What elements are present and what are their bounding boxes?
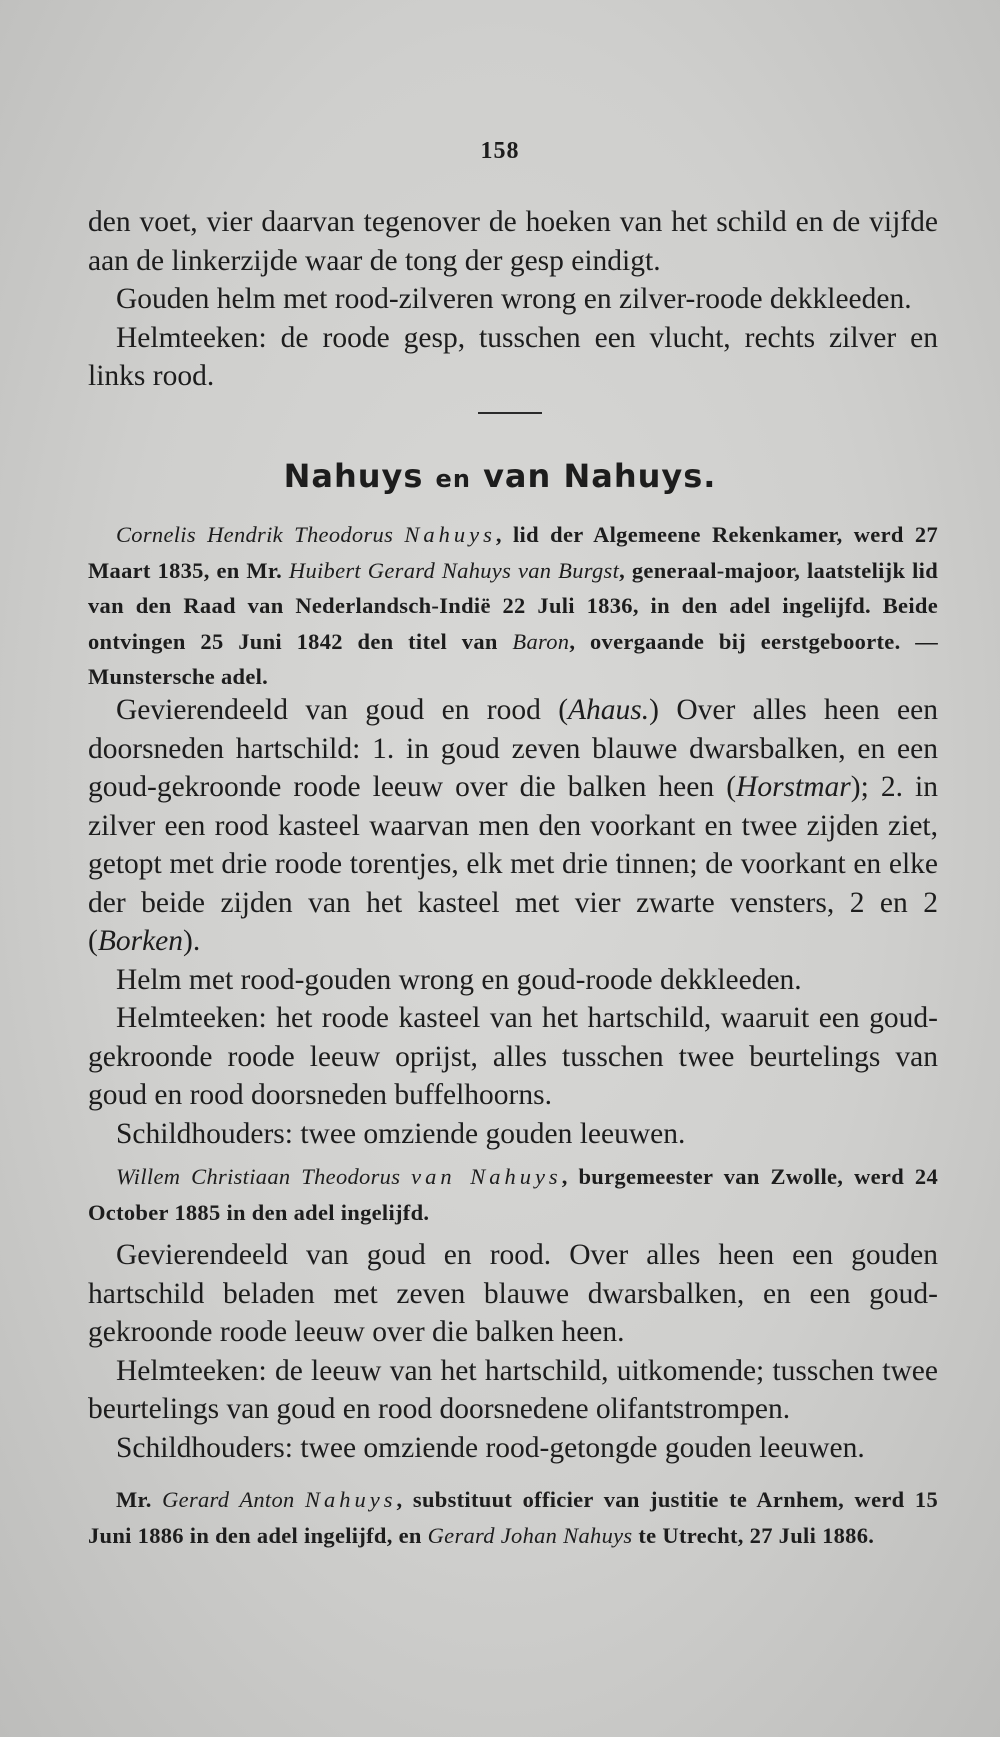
person-name: Willem Christiaan Theodorus [116, 1164, 401, 1189]
text-run: Gevierendeeld van goud en rood ( [116, 694, 569, 726]
place-name: Borken [97, 925, 184, 957]
paragraph: Schildhouders: twee omziende gouden leeuwen. [116, 1117, 686, 1150]
entry-paragraph [88, 1482, 938, 1553]
person-name: Cornelis Hendrik Theodorus [116, 522, 394, 547]
paragraph: Helm met rood-gouden wrong en goud-roode dekkleeden. [116, 963, 802, 996]
place-name: Ahaus. [568, 694, 650, 726]
paragraph: Helmteeken: de roode gesp, tusschen een vlucht, rechts zilver en links rood. [88, 321, 938, 392]
entry-text: Mr. [116, 1487, 163, 1512]
person-name: Huibert Gerard [288, 557, 436, 583]
paragraph: Helmteeken: de leeuw van het hartschild, uitkomende; tusschen twee beurtelings van goud en rood doorsnedene olifantstrompen. [88, 1354, 938, 1425]
entry-paragraph [88, 517, 938, 695]
arms-description-1 [88, 691, 938, 1153]
section-divider [478, 412, 542, 414]
paragraph: Schildhouders: twee omziende rood-getongde gouden leeuwen. [116, 1431, 865, 1464]
entry-text: , overgaande bij eerstgeboorte. — Munstersche adel. [88, 628, 938, 689]
entry-text: , generaal-majoor, laatstelijk lid van den Raad van Nederlandsch-Indië 22 Juli 1836, in den adel ingelijfd. Beide ontvingen 25 Juni 1842 den titel van [88, 557, 939, 654]
entry-3 [88, 1482, 938, 1553]
person-surname: Nahuys [404, 522, 496, 547]
heading-name: van Nahuys. [483, 457, 717, 495]
entry-text: , lid der Algemeene Rekenkamer, werd 27 Maart 1835, en Mr. [88, 522, 938, 583]
top-text-block [88, 203, 938, 396]
heading-name: Nahuys [283, 457, 424, 495]
person-surname: Nahuys [305, 1487, 397, 1512]
paragraph: Gouden helm met rood-zilveren wrong en zilver-roode dekkleeden. [116, 283, 912, 315]
paragraph: Gevierendeeld van goud en rood. Over alles heen een gouden hartschild beladen met zeven blauwe dwarsbalken, en een goud-gekroonde roode leeuw over die balken heen. [88, 1239, 938, 1348]
title-word: Baron [512, 628, 570, 654]
page-number: 158 [480, 138, 520, 164]
entry-text: , burgemeester van Zwolle, werd 24 October 1885 in den adel ingelijfd. [88, 1164, 938, 1225]
place-name: Horstmar [736, 771, 851, 803]
entry-1 [88, 517, 938, 695]
entry-paragraph [88, 1159, 938, 1230]
arms-description-2 [88, 1236, 938, 1467]
person-surname: Nahuys van Burgst [441, 557, 620, 583]
section-heading [0, 457, 1000, 495]
paragraph [88, 691, 938, 961]
paragraph: den voet, vier daarvan tegenover de hoeken van het schild en de vijfde aan de linkerzijde waar de tong der gesp eindigt. [88, 206, 938, 277]
paragraph: Helmteeken: het roode kasteel van het hartschild, waaruit een goud-gekroonde roode leeuw oprijst, alles tusschen twee beurtelings van goud en rood doorsneden buffelhoorns. [88, 1002, 938, 1111]
entry-2 [88, 1159, 938, 1230]
person-surname: van Nahuys [411, 1164, 562, 1189]
text-run: ); 2. in zilver een rood kasteel waarvan men den voorkant en twee zijden ziet, getopt met drie roode torentjes, elk met drie tinnen; de voorkant en elke der beide zijden van het kasteel met vier zwarte vensters, 2 en 2 ( [88, 771, 938, 957]
person-name: Gerard Johan Nahuys [427, 1522, 633, 1548]
heading-conjunction: en [435, 465, 471, 493]
text-run: ). [183, 925, 201, 957]
person-name: Gerard Anton [162, 1487, 295, 1512]
entry-text: te Utrecht, 27 Juli 1886. [632, 1522, 875, 1548]
text-run: ) Over alles heen een doorsneden hartschild: 1. in goud zeven blauwe dwarsbalken, en een goud-gekroonde roode leeuw over die balken heen ( [88, 694, 938, 803]
entry-text: , substituut officier van justitie te Arnhem, werd 15 Juni 1886 in den adel ingelijfd, en [88, 1487, 938, 1548]
